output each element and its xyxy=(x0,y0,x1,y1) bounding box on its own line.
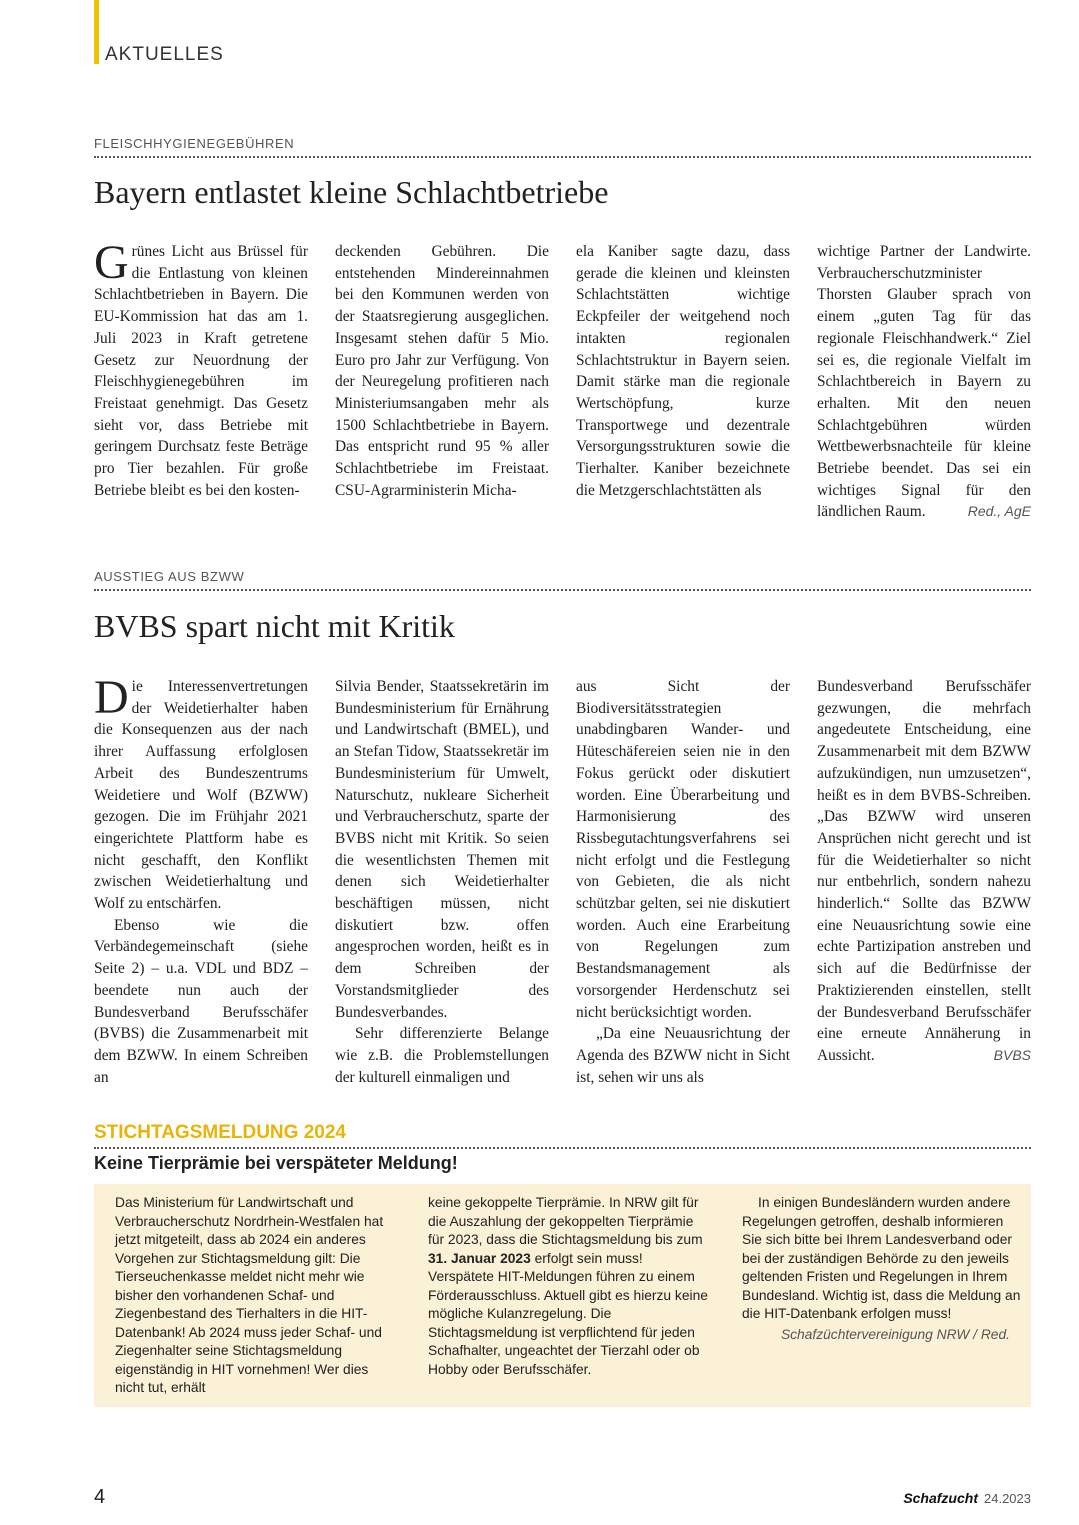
article2-col3-p2: „Da eine Neuausrichtung der Agenda des BZWW nicht in Sicht ist, sehen wir uns als xyxy=(576,1025,790,1086)
article2-headline: BVBS spart nicht mit Kritik xyxy=(94,608,455,644)
article1-col1-text: rünes Licht aus Brüssel für die Entlastung von kleinen Schlachtbetrieben in Bayern. Die EU-Kommission hat das am 1. Juli 2023 in Kraft getretene Gesetz zur Neuordnung der Fleischhygienegebühren im Freistaat genehmigt. Das Gesetz sieht vor, dass Betriebe mit geringem Durchsatz feste Beträge pro Tier bezahlen. Für große Betriebe bleibt es bei den kosten- xyxy=(94,243,308,499)
article2-column-1 xyxy=(94,671,308,1088)
article1-column-1 xyxy=(94,236,308,501)
article2-col2-p1: Silvia Bender, Staatssekretärin im Bundesministerium für Ernährung und Landwirtschaft (BMEL), und an Stefan Tidow, Staatssekretär im Bundesministerium für Umwelt, Naturschutz, nukleare Sicherheit und Verbraucherschutz, sparte der BVBS nicht mit Kritik. So seien die wesentlichsten Themen mit denen sich Weidetierhalter beschäftigen müssen, nicht diskutiert bzw. offen angesprochen worden, heißt es in dem Schreiben der Vorstandsmitglieder des Bundesverbandes. xyxy=(335,678,549,1021)
box-col2-text-b: erfolgt sein muss! Verspätete HIT-Meldungen führen zu einem Förderausschluss. Aktuell gibt es hierzu keine mögliche Kulanzregelung. Die Stichtagsmeldung ist verpflichtend für jeden Schafhalter, ungeachtet der Tierzahl oder ob Hobby oder Berufsschäfer. xyxy=(428,1250,708,1377)
article1-col2-text: deckenden Gebühren. Die entstehenden Mindereinnahmen bei den Kommunen werden von der Staatsregierung ausgeglichen. Insgesamt stehen dafür 5 Mio. Euro pro Jahr zur Verfügung. Von der Neuregelung profitieren nach Ministeriumsangaben mehr als 1500 Schlachtbetriebe in Bayern. Das entspricht rund 95 % aller Schlachtbetriebe im Freistaat. CSU-Agrarministerin Micha- xyxy=(335,243,549,499)
magazine-name: Schafzucht xyxy=(903,1490,978,1506)
box-col3-text: In einigen Bundesländern wurden andere Regelungen getroffen, deshalb informieren Sie sich bitte bei Ihrem Landesverband oder bei der zuständigen Behörde zu den jeweils geltenden Fristen und Regelungen in Ihrem Bundesland. Wichtig ist, dass die Meldung an die HIT-Datenbank erfolgen muss! xyxy=(742,1195,1021,1321)
box-column-3 xyxy=(742,1194,1022,1344)
box-column-2 xyxy=(428,1194,710,1379)
box-kicker: STICHTAGSMELDUNG 2024 xyxy=(94,1122,346,1143)
box-col1-text: Das Ministerium für Landwirtschaft und Verbraucherschutz Nordrhein-Westfalen hat jetzt mitgeteilt, dass ab 2024 ein anderes Vorgehen zur Stichtagsmeldung gilt: Die Tierseuchenkasse meldet nicht mehr wie bisher den vorhandenen Schaf- und Ziegenbestand des Tierhalters in die HIT-Datenbank! Ab 2024 muss jeder Schaf- und Ziegenhalter seine Stichtagsmeldung eigenständig in HIT vornehmen! Wer dies nicht tut, erhält xyxy=(115,1195,384,1395)
article1-column-2 xyxy=(335,241,549,501)
page-number: 4 xyxy=(94,1486,106,1508)
box-column-1 xyxy=(115,1194,387,1398)
box-byline: Schafzüchtervereinigung NRW / Red. xyxy=(780,1326,1010,1342)
article2-kicker: AUSSTIEG AUS BZWW xyxy=(94,569,245,584)
divider xyxy=(94,156,1031,158)
article2-column-3 xyxy=(576,676,790,1088)
section-label: AKTUELLES xyxy=(105,44,224,65)
box-col2-deadline: 31. Januar 2023 xyxy=(428,1250,531,1266)
box-title: Keine Tierprämie bei verspäteter Meldung! xyxy=(94,1153,458,1173)
article2-col1-p1: ie Interessenvertretungen der Weidetierhalter haben die Konsequenzen aus der nach ihrer Auffassung erfolglosen Arbeit des Bundeszentrums Weidetiere und Wolf (BZWW) gezogen. Die im Frühjahr 2021 eingerichtete Plattform habe es nicht geschafft, den Konflikt zwischen Weidetierhaltung und Wolf zu entschärfen. xyxy=(94,678,308,913)
article2-col3-p1: aus Sicht der Biodiversitätsstrategien unabdingbaren Wander- und Hüteschäfereien seien nie in den Fokus gerückt oder diskutiert worden. Eine Überarbeitung und Harmonisierung des Rissbegutachtungsverfahrens sei nicht erfolgt und die Festlegung von Gebieten, die als nicht schützbar gelten, sei nie diskutiert worden. Auch eine Erarbeitung von Regelungen zum Bestandsmanagement als vorsorgender Herdenschutz sei nicht berücksichtigt worden. xyxy=(576,678,790,1021)
section-accent-bar xyxy=(94,0,99,64)
magazine-footer xyxy=(903,1490,1031,1506)
article2-byline: BVBS xyxy=(993,1046,1031,1063)
article1-column-3 xyxy=(576,241,790,501)
issue-number: 24.2023 xyxy=(984,1491,1031,1506)
article1-column-4 xyxy=(817,241,1031,523)
article2-col2-p2: Sehr differenzierte Belange wie z.B. die Problemstellungen der kulturell einmaligen und xyxy=(335,1025,549,1086)
article2-column-4 xyxy=(817,676,1031,1067)
divider xyxy=(94,589,1031,591)
article2-col1-p2: Ebenso wie die Verbändegemeinschaft (siehe Seite 2) – u.a. VDL und BDZ – beendete nun auch der Bundesverband Berufsschäfer (BVBS) die Zusammenarbeit mit dem BZWW. In einem Schreiben an xyxy=(94,916,308,1086)
article1-col4-text: wichtige Partner der Landwirte. Verbraucherschutzminister Thorsten Glauber sprach von einem „guten Tag für das regionale Fleischhandwerk.“ Ziel sei es, die regionale Vielfalt im Schlachtbereich in Bayern zu erhalten. Mit den neuen Schlachtgebühren würden Wettbewerbsnachteile für kleine Betriebe beendet. Das sei ein wichtiges Signal für den ländlichen Raum. xyxy=(817,243,1031,521)
article2-col4-text: Bundesverband Berufsschäfer gezwungen, die mehrfach angedeutete Entscheidung, eine Zusammenarbeit mit dem BZWW aufzukündigen, nun umzusetzen“, heißt es in dem BVBS-Schreiben. „Das BZWW wird unseren Ansprüchen nicht gerecht und ist für die Weidetierhalter so nicht nur entbehrlich, sondern nahezu hinderlich.“ Sollte das BZWW eine Neuausrichtung sowie eine echte Partizipation anstreben und sich auf die Bedürfnisse der Praktizierenden einstellen, stellt der Bundesverband Berufsschäfer eine erneute Annäherung in Aussicht. xyxy=(817,678,1031,1064)
dropcap: G xyxy=(94,236,129,289)
dropcap: D xyxy=(94,671,129,724)
article1-kicker: FLEISCHHYGIENEGEBÜHREN xyxy=(94,136,295,151)
divider xyxy=(94,1147,1031,1149)
box-col2-text-a: keine gekoppelte Tierprämie. In NRW gilt für die Auszahlung der gekoppelten Tierprämie für 2023, dass die Stichtagsmeldung bis zum xyxy=(428,1195,703,1247)
article1-headline: Bayern entlastet kleine Schlachtbetriebe xyxy=(94,174,609,210)
article1-col3-text: ela Kaniber sagte dazu, dass gerade die kleinen und kleinsten Schlachtstätten wichtige Eckpfeiler der weitgehend noch intakten regionalen Schlachtstruktur in Bayern seien. Damit stärke man die regionale Wertschöpfung, kurze Transportwege und dezentrale Versorgungsstrukturen sowie die Tierhalter. Kaniber bezeichnete die Metzgerschlachtstätten als xyxy=(576,243,790,499)
article2-column-2 xyxy=(335,676,549,1088)
article1-byline: Red., AgE xyxy=(967,503,1031,520)
